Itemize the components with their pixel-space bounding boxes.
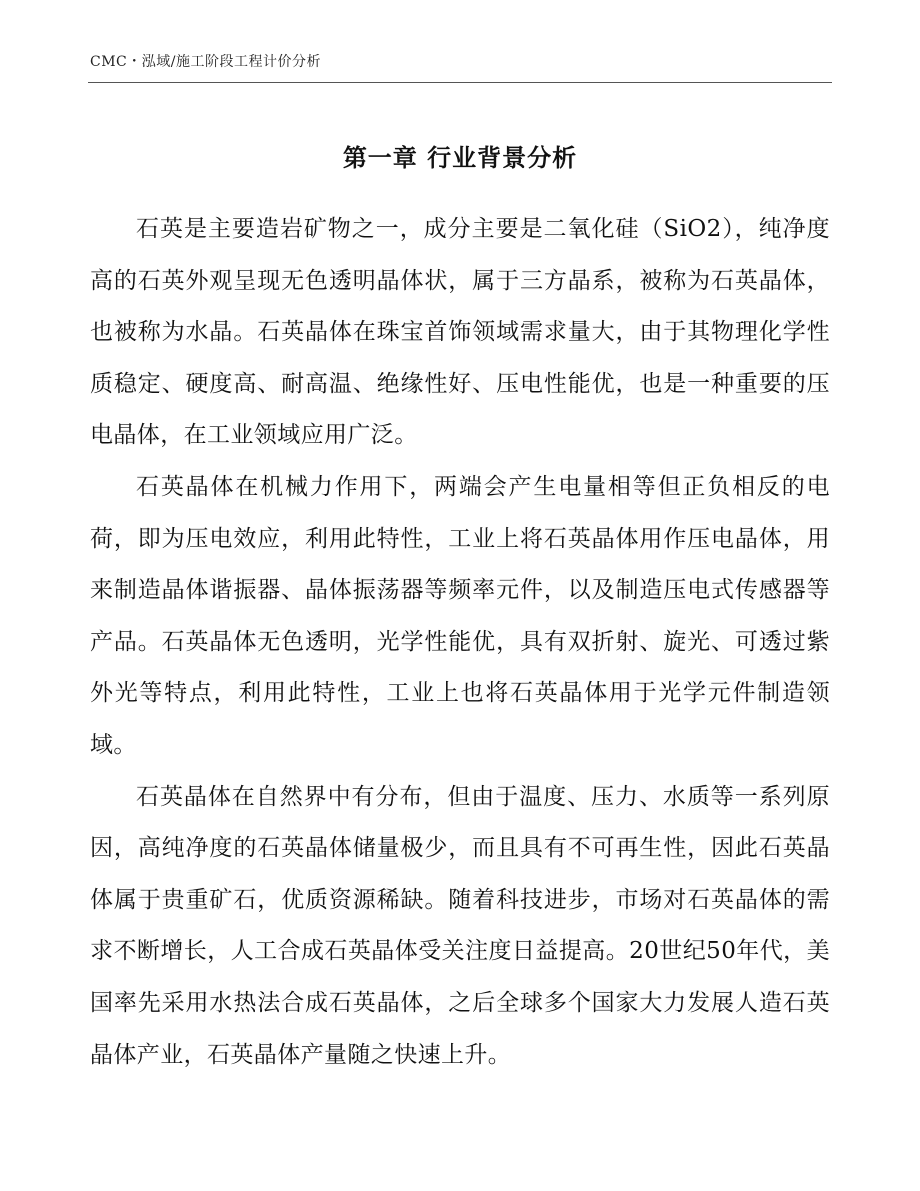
- chapter-title: 第一章 行业背景分析: [342, 143, 578, 172]
- body-text: [90, 204, 830, 1081]
- paragraph-piezoelectric: 石英晶体在机械力作用下，两端会产生电量相等但正负相反的电荷，即为压电效应，利用此特性，工业上将石英晶体用作压电晶体，用来制造晶体谐振器、晶体振荡器等频率元件，以及制造压电式传感器等产品。石英晶体无色透明，光学性能优，具有双折射、旋光、可透过紫外光等特点，利用此特性，工业上也将石英晶体用于光学元件制造领域。: [90, 473, 830, 758]
- paragraph-quartz-intro: 石英是主要造岩矿物之一，成分主要是二氧化硅（SiO2），纯净度高的石英外观呈现无色透明晶体状，属于三方晶系，被称为石英晶体，也被称为水晶。石英晶体在珠宝首饰领域需求量大，由于其物理化学性质稳定、硬度高、耐高温、绝缘性好、压电性能优，也是一种重要的压电晶体，在工业领域应用广泛。: [90, 216, 830, 449]
- running-header: CMC・泓域/施工阶段工程计价分析: [90, 54, 321, 70]
- paragraph-supply-demand: 石英晶体在自然界中有分布，但由于温度、压力、水质等一系列原因，高纯净度的石英晶体储量极少，而且具有不可再生性，因此石英晶体属于贵重矿石，优质资源稀缺。随着科技进步，市场对石英晶体的需求不断增长，人工合成石英晶体受关注度日益提高。20世纪50年代，美国率先采用水热法合成石英晶体，之后全球多个国家大力发展人造石英晶体产业，石英晶体产量随之快速上升。: [90, 783, 830, 1068]
- header-divider: [88, 82, 832, 83]
